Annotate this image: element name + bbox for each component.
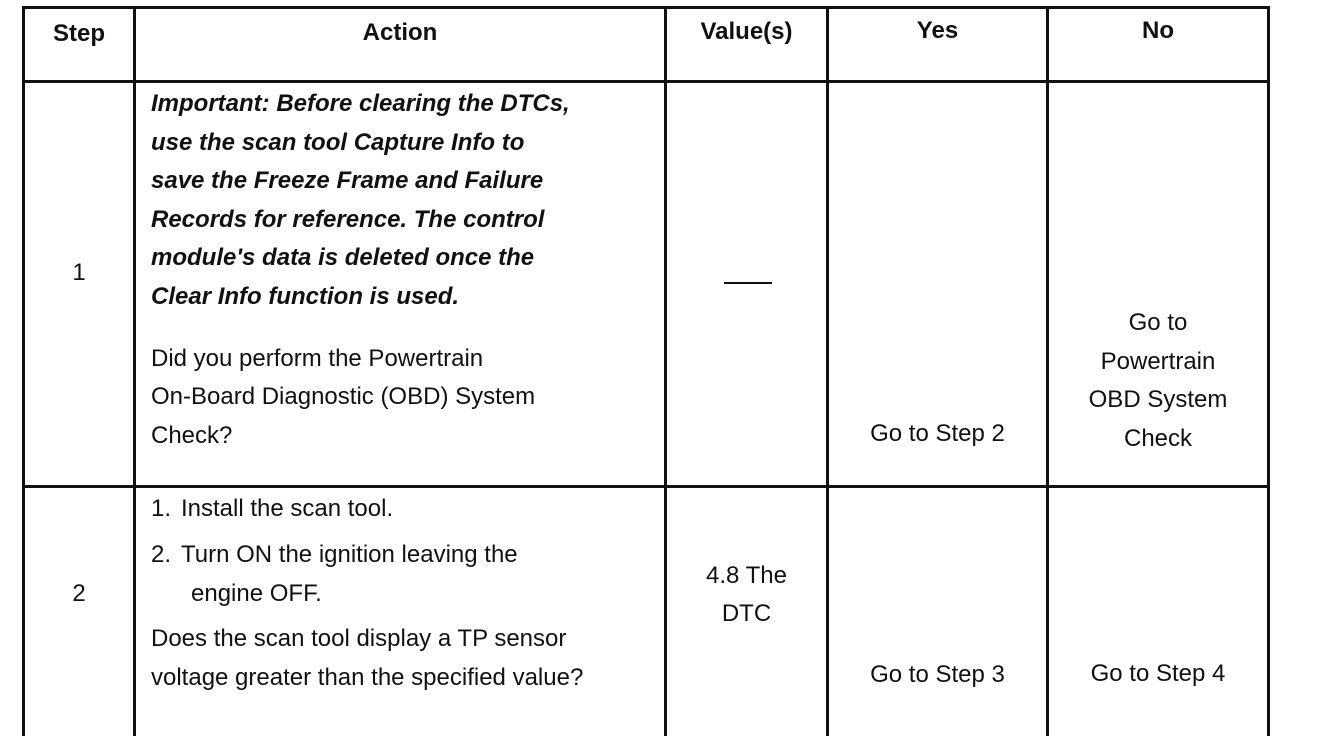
list-text-continued: engine OFF.: [191, 580, 322, 607]
row1-action: [151, 85, 661, 455]
important-line: Records for reference. The control: [151, 205, 545, 233]
list-number: 2.: [151, 541, 172, 568]
row2-no: Go to Step 4: [1090, 660, 1226, 687]
question-line: Check?: [151, 421, 233, 449]
important-line: save the Freeze Frame and Failure: [151, 167, 544, 195]
important-line: use the scan tool Capture Info to: [151, 128, 525, 156]
value-line: DTC: [721, 600, 772, 627]
row1-question: [151, 340, 661, 456]
important-line: Important: Before clearing the DTCs,: [151, 90, 570, 117]
no-line: Powertrain: [1100, 347, 1216, 375]
row-divider: [22, 485, 1270, 488]
row1-no: [1049, 304, 1267, 458]
header-divider: [22, 80, 1270, 83]
row1-important-note: [151, 85, 661, 317]
question-line: Does the scan tool display a TP sensor: [151, 625, 567, 652]
important-line: module's data is deleted once the: [151, 244, 535, 272]
row2-action: [151, 489, 663, 697]
question-line: Did you perform the Powertrain: [151, 344, 484, 372]
table-left-border: [22, 6, 25, 736]
list-text: Install the scan tool.: [181, 495, 394, 522]
header-no: No: [1142, 17, 1174, 44]
table-right-border: [1267, 6, 1270, 736]
row2-step: 2: [72, 580, 86, 607]
header-action: Action: [362, 19, 438, 46]
column-divider-values-yes: [826, 6, 829, 736]
column-divider-step-action: [133, 6, 136, 736]
no-line: Go to: [1128, 309, 1188, 336]
no-line: OBD System: [1088, 386, 1228, 413]
header-step: Step: [52, 20, 105, 47]
header-values: Value(s): [700, 18, 793, 45]
list-text: Turn ON the ignition leaving the: [181, 541, 518, 568]
header-yes: Yes: [916, 17, 959, 44]
question-line: voltage greater than the specified value?: [151, 664, 584, 691]
row1-value-dash: [724, 264, 772, 288]
row2-yes: Go to Step 3: [870, 661, 1005, 688]
row2-question: [151, 619, 663, 697]
no-line: Check: [1123, 424, 1193, 452]
value-line: 4.8 The: [706, 562, 787, 589]
row1-step: 1: [72, 259, 86, 286]
list-item: [151, 489, 663, 528]
row1-yes: Go to Step 2: [870, 420, 1005, 447]
list-item: [151, 535, 663, 613]
table-top-border: [22, 6, 1270, 9]
list-number: 1.: [151, 495, 172, 522]
important-line: Clear Info function is used.: [151, 282, 460, 310]
row2-value: [667, 557, 826, 633]
question-line: On-Board Diagnostic (OBD) System: [151, 383, 536, 411]
dash-mark: [724, 282, 772, 284]
